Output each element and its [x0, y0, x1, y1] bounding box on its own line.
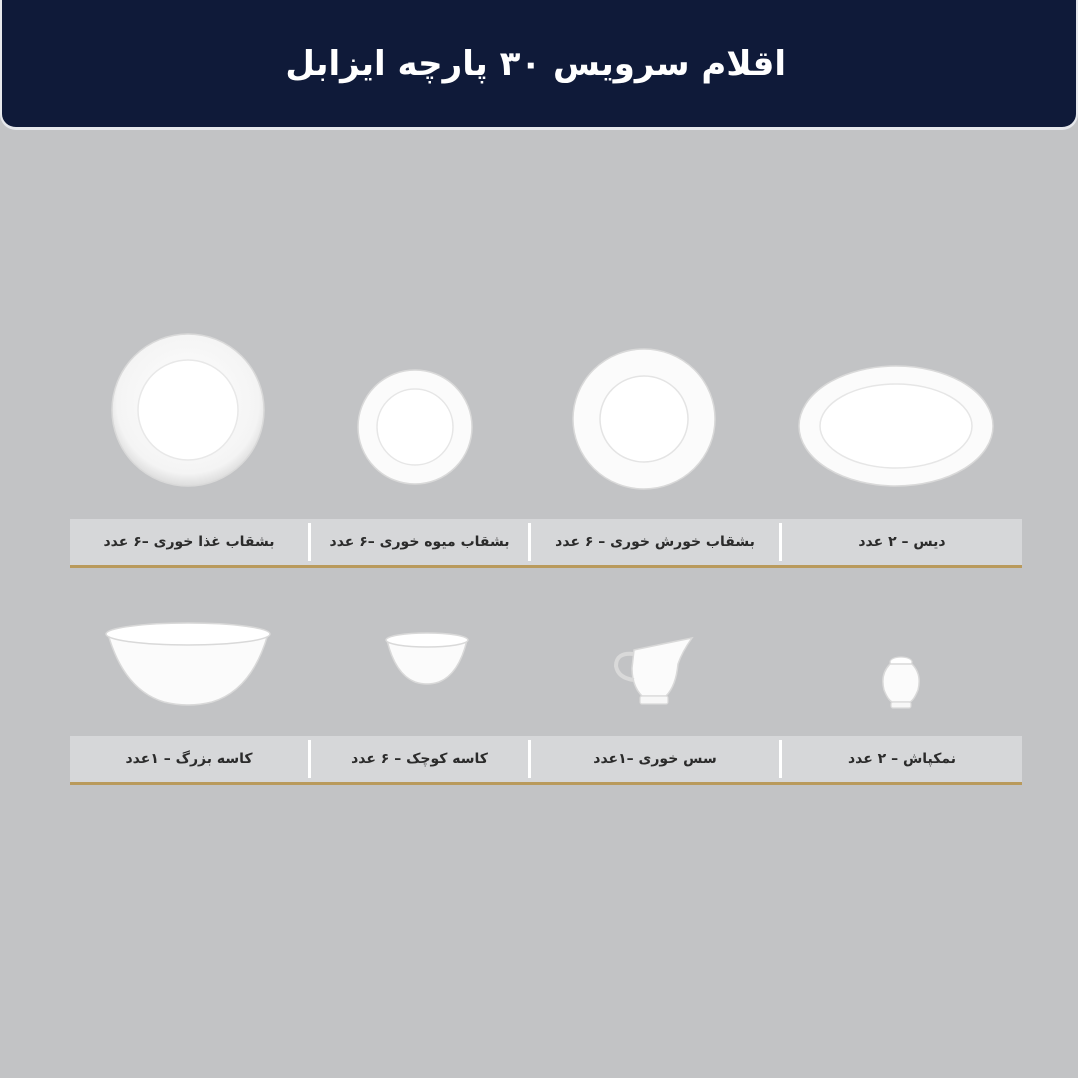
fruit-plate-icon — [356, 368, 474, 486]
small-bowl-icon — [383, 630, 471, 686]
stew-plate-icon — [572, 348, 716, 490]
item-label-stew-plate: بشقاب خورش خوری – ۶ عدد — [555, 534, 755, 550]
item-label-dinner-plate: بشقاب غذا خوری –۶ عدد — [103, 534, 275, 550]
item-label-salt-shaker: نمکپاش – ۲ عدد — [847, 751, 957, 767]
large-bowl-icon — [102, 620, 274, 706]
label-bar — [70, 736, 1022, 785]
header-banner — [0, 0, 1078, 130]
page-title: اقلام سرویس ۳۰ پارچه ایزابل — [285, 44, 786, 84]
item-label-small-bowl: کاسه کوچک – ۶ عدد — [351, 751, 488, 767]
item-label-oval-platter: دیس – ۲ عدد — [858, 534, 946, 550]
label-bar — [70, 519, 1022, 568]
salt-shaker-icon — [878, 656, 924, 710]
item-label-large-bowl: کاسه بزرگ – ۱عدد — [125, 751, 253, 767]
oval-platter-icon — [797, 364, 995, 488]
item-label-sauce-boat: سس خوری –۱عدد — [593, 751, 717, 767]
dinner-plate-icon — [110, 332, 266, 488]
sauce-boat-icon — [612, 634, 698, 708]
item-label-fruit-plate: بشقاب میوه خوری –۶ عدد — [329, 534, 510, 550]
